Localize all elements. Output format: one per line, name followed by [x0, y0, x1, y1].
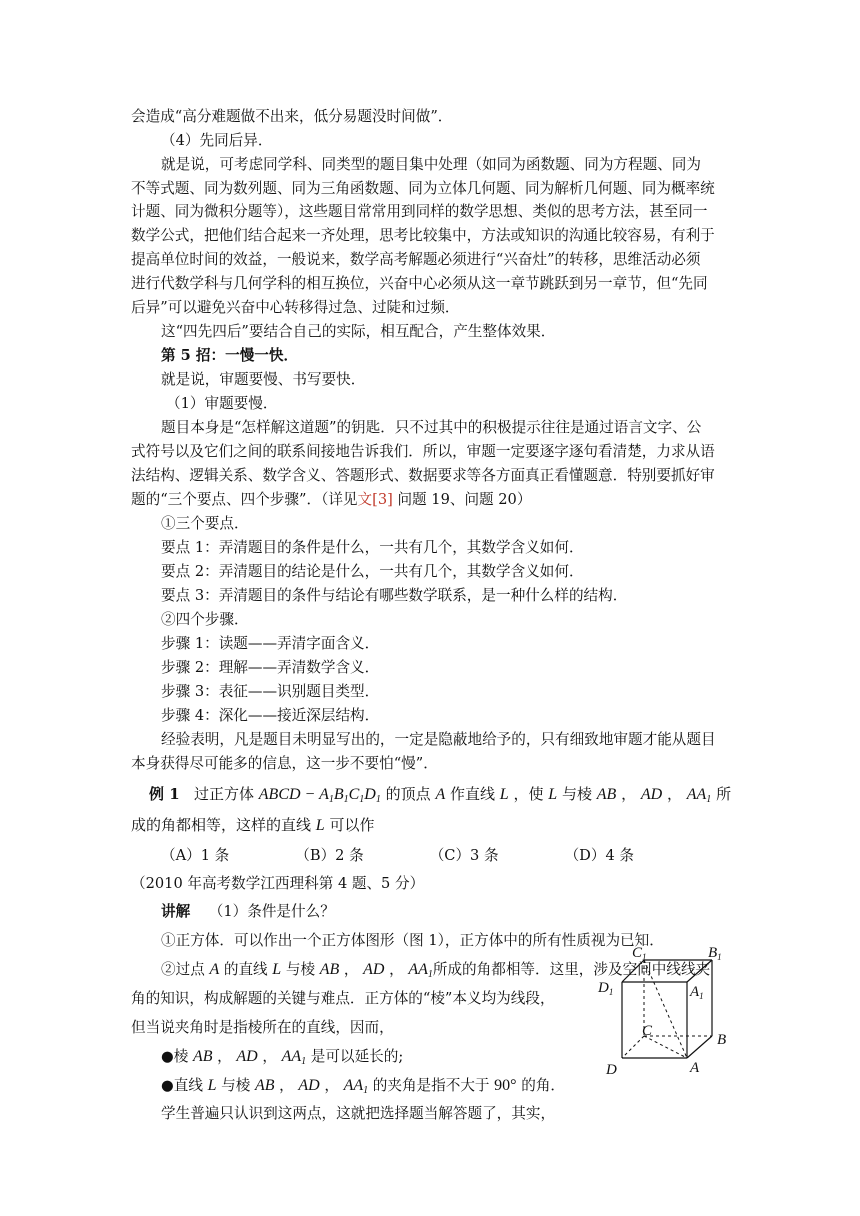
section-heading: 第 5 招：一慢一快． — [161, 347, 299, 364]
text-line: 数学公式，把他们结合起来一齐处理，思考比较集中，方法或知识的沟通比较容易，有利于 — [131, 227, 715, 244]
problem-source: （2010 年高考数学江西理科第 4 题、5 分） — [131, 875, 425, 892]
text-line: 学生普遍只认识到这两点，这就把选择题当解答题了，其实， — [161, 1105, 556, 1122]
text-line: 但当说夹角时是指棱所在的直线，因而， — [131, 1019, 394, 1036]
text-line: 计题、同为微积分题等），这些题目常常用到同样的数学思想、类似的思考方法，甚至同一 — [131, 203, 708, 220]
text-line: 不等式题、同为数列题、同为三角函数题、同为立体几何题、同为解析几何题、同为概率统 — [131, 180, 715, 197]
text-line: 角的知识，构成解题的关键与难点．正方体的“棱”本义均为线段， — [131, 990, 555, 1007]
text-line: （1）审题要慢． — [166, 395, 278, 412]
text-line: 后异”可以避免兴奋中心转移得过急、过陡和过频． — [131, 299, 460, 316]
reference-link[interactable]: 文[3] — [357, 491, 393, 508]
edge-a1-b1 — [687, 960, 712, 982]
text-line: 题目本身是“怎样解这道题”的钥匙．只不过其中的积极提示往往是通过语言文字、公 — [161, 419, 702, 436]
text-line: ②过点 A 的直线 L 与棱 AB ， AD ， $AA_1$所成的角都相等．这里，涉及空间中线线夹 — [161, 961, 711, 980]
example-statement-2: 成的角都相等，这样的直线 L 可以作 — [131, 816, 375, 834]
text-line: 提高单位时间的效益，一般说来，数学高考解题必须进行“兴奋灶”的转移，思维活动必须 — [131, 251, 701, 268]
bullet-item: ●棱 AB ， AD ， $AA_1$ 是可以延长的; — [161, 1048, 404, 1067]
text-line: 就是说，审题要慢、书写要快． — [161, 371, 366, 388]
example-label: 例 1 — [149, 785, 180, 803]
option-d[interactable]: （D）4 条 — [564, 847, 634, 864]
option-c[interactable]: （C）3 条 — [429, 847, 499, 864]
text-line: 经验表明，凡是题目未明显写出的，一定是隐蔽地给予的，只有细致地审题才能从题目 — [161, 731, 716, 748]
text-line: 要点 2：弄清题目的结论是什么，一共有几个，其数学含义如何． — [161, 563, 584, 580]
text-line: 本身获得尽可能多的信息，这一步不要怕“慢”． — [131, 755, 438, 772]
text-line: 这“四先四后”要结合自己的实际，相互配合，产生整体效果． — [161, 323, 556, 340]
label-d1: $D_1$ — [598, 980, 614, 997]
bullet-item: ●直线 L 与棱 AB ， AD ， $AA_1$ 的夹角是指不大于 90° 的角． — [161, 1077, 566, 1096]
hidden-edge-c-d — [622, 1036, 644, 1058]
text-line: 会造成“高分难题做不出来，低分易题没时间做”． — [131, 108, 453, 125]
option-a[interactable]: （A）1 条 — [161, 847, 230, 864]
label-b1: $B_1$ — [708, 945, 722, 962]
text-line: ①正方体．可以作出一个正方体图形（图 1），正方体中的所有性质视为已知． — [161, 932, 664, 949]
text-line: 要点 1：弄清题目的条件是什么，一共有几个，其数学含义如何． — [161, 539, 584, 556]
solution-label: 讲解 — [161, 903, 191, 920]
text-line: 就是说，可考虑同学科、同类型的题目集中处理（如同为函数题、同为方程题、同为 — [161, 156, 701, 173]
label-c: C — [642, 1023, 653, 1039]
text-line: 步骤 1：读题——弄清字面含义． — [161, 635, 380, 652]
text-line: 题的“三个要点、四个步骤”．（详见文[3] 问题 19、问题 20） — [131, 491, 532, 508]
label-a1: $A_1$ — [690, 984, 704, 1001]
label-b: B — [717, 1032, 727, 1048]
text-line: 步骤 3：表征——识别题目类型． — [161, 683, 380, 700]
text-line: 步骤 4：深化——接近深层结构． — [161, 707, 380, 724]
diagonal-c1-a — [644, 960, 687, 1058]
text-line: 式符号以及它们之间的联系间接地告诉我们．所以，审题一定要逐字逐句看清楚，力求从语 — [131, 443, 715, 460]
text-line: 步骤 2：理解——弄清数学含义． — [161, 659, 380, 676]
option-b[interactable]: （B）2 条 — [295, 847, 364, 864]
label-a: A — [690, 1060, 700, 1076]
example-statement: 例 1 过正方体 ABCD − $A_1B_1C_1D_1$ 的顶点 A 作直线 L ，使 L 与棱 AB ， AD ， $AA_1$ 所 — [149, 785, 732, 805]
solution-heading: 讲解 （1）条件是什么？ — [161, 903, 335, 920]
answer-options — [161, 846, 700, 866]
text-line: 法结构、逻辑关系、数学含义、答题形式、数据要求等各方面真正看懂题意．特别要抓好审 — [131, 467, 715, 484]
text-line: （4）先同后异． — [161, 132, 273, 149]
label-d: D — [606, 1062, 617, 1078]
edge-d1-c1 — [622, 960, 644, 982]
text-line: 进行代数学科与几何学科的相互换位，兴奋中心必须从这一章节跳跃到另一章节，但“先同 — [131, 275, 708, 292]
label-c1: $C_1$ — [632, 945, 647, 962]
text-line: 要点 3：弄清题目的条件与结论有哪些数学联系，是一种什么样的结构． — [161, 587, 628, 604]
cube-figure — [592, 940, 742, 1080]
diagonal-c-a — [644, 1036, 687, 1058]
text-line: ①三个要点． — [161, 515, 249, 532]
edge-a-b — [687, 1036, 712, 1058]
text-line: ②四个步骤． — [161, 611, 249, 628]
